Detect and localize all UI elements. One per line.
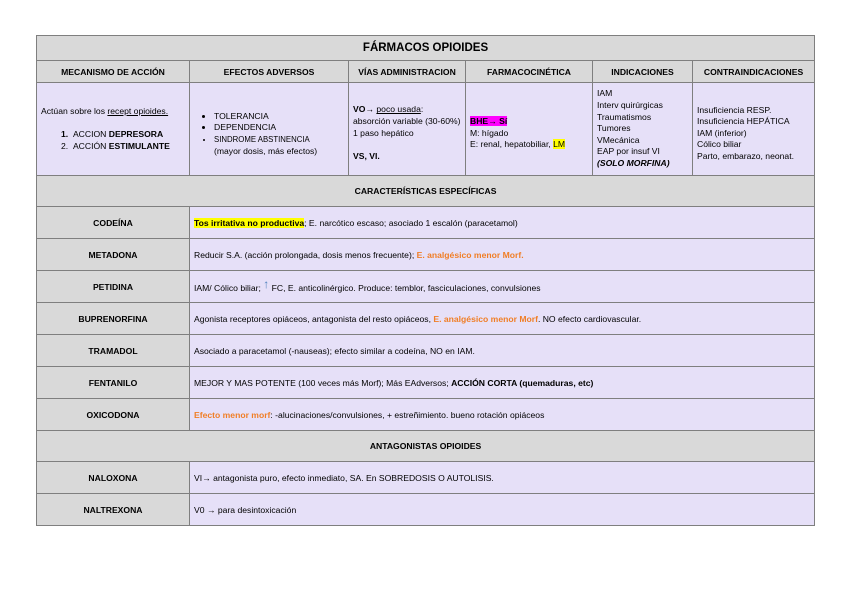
buprenorfina-rest: . NO efecto cardiovascular. xyxy=(537,313,642,324)
header-mecanismo: MECANISMO DE ACCIÓN xyxy=(37,61,190,83)
contraindicacion-item: IAM (inferior) xyxy=(697,127,747,138)
petidina-rest: FC, E. anticolinérgico. Produce: temblor, fasciculaciones, convulsiones xyxy=(269,282,541,293)
vias-vo: VO→ xyxy=(353,104,375,115)
drug-desc-tramadol: Asociado a paracetamol (-nauseas); efecto similar a codeína, NO en IAM. xyxy=(190,335,815,367)
drug-name-codeina: CODEÍNA xyxy=(37,207,190,239)
metadona-orange: E. analgésico menor Morf. xyxy=(416,249,524,260)
mecanismo-item-1-pre: ACCION xyxy=(72,129,109,140)
mecanismo-num-2: 2. xyxy=(61,140,69,151)
drug-desc-oxicodona xyxy=(190,399,815,431)
drug-desc-codeina xyxy=(190,207,815,239)
mecanismo-intro-underline: recept opioides. xyxy=(107,105,169,116)
general-row xyxy=(37,83,815,176)
header-contraindicaciones: CONTRAINDICACIONES xyxy=(693,61,815,83)
drug-row-fentanilo xyxy=(37,367,815,399)
indicacion-item: Interv quirúrgicas xyxy=(597,100,663,111)
efecto-item: • DEPENDENCIA xyxy=(214,122,344,134)
efecto-item: • SINDROME ABSTINENCIA xyxy=(214,134,344,146)
drug-name-petidina: PETIDINA xyxy=(37,271,190,303)
drug-row-naloxona xyxy=(37,462,815,494)
drug-desc-naloxona: VI→ antagonista puro, efecto inmediato, SA. En SOBREDOSIS O AUTOLISIS. xyxy=(190,462,815,494)
buprenorfina-orange: E. analgésico menor Morf xyxy=(433,313,538,324)
mecanismo-cell xyxy=(37,83,190,176)
fentanilo-pre: MEJOR Y MAS POTENTE (100 veces más Morf); Más EAdversos; xyxy=(194,377,452,388)
farmaco-bhe: BHE→ Sí xyxy=(470,116,508,127)
indicacion-item: IAM xyxy=(597,88,613,99)
drug-row-naltrexona xyxy=(37,494,815,526)
header-row xyxy=(37,61,815,83)
farmaco-cell xyxy=(466,83,593,176)
mecanismo-num-1: 1. xyxy=(61,129,69,140)
mecanismo-item-2-pre: ACCIÓN xyxy=(72,140,109,151)
header-indicaciones: INDICACIONES xyxy=(593,61,693,83)
drug-desc-metadona xyxy=(190,239,815,271)
efectos-cell xyxy=(190,83,349,176)
contraindicacion-item: Cólico biliar xyxy=(697,139,742,150)
vias-cell xyxy=(349,83,466,176)
header-farmacocinetica: FARMACOCINÉTICA xyxy=(466,61,593,83)
drug-row-petidina xyxy=(37,271,815,303)
farmaco-lm: LM xyxy=(553,139,566,150)
fentanilo-bold: ACCIÓN CORTA (quemaduras, etc) xyxy=(451,377,594,388)
farmaco-m: M: hígado xyxy=(470,127,509,138)
codeina-highlight: Tos irritativa no productiva xyxy=(194,217,305,228)
header-efectos: EFECTOS ADVERSOS xyxy=(190,61,349,83)
drug-name-naltrexona: NALTREXONA xyxy=(37,494,190,526)
arrow-up-icon: ↑ xyxy=(263,276,270,291)
contraindicacion-item: Parto, embarazo, neonat. xyxy=(697,150,794,161)
drug-row-oxicodona xyxy=(37,399,815,431)
indicacion-item: Tumores xyxy=(597,123,631,134)
table-title: FÁRMACOS OPIOIDES xyxy=(37,36,815,61)
opioid-table xyxy=(36,35,815,526)
section-especificas: CARACTERÍSTICAS ESPECÍFICAS xyxy=(37,176,815,207)
oxicodona-rest: : -alucinaciones/convulsiones, + estreñimiento. bueno rotación opiáceos xyxy=(270,409,545,420)
indicacion-note: (SOLO MORFINA) xyxy=(597,157,670,168)
mecanismo-intro: Actúan sobre los xyxy=(41,105,108,116)
vias-vo-underline: poco usada xyxy=(376,104,421,115)
drug-name-buprenorfina: BUPRENORFINA xyxy=(37,303,190,335)
drug-name-tramadol: TRAMADOL xyxy=(37,335,190,367)
drug-row-buprenorfina xyxy=(37,303,815,335)
contraindicacion-item: Insuficiencia HEPÁTICA xyxy=(697,116,790,127)
drug-row-metadona xyxy=(37,239,815,271)
indicaciones-cell xyxy=(593,83,693,176)
indicacion-item: Traumatismos xyxy=(597,111,652,122)
vias-vo-rest: : absorción variable (30-60%) 1 paso hepático xyxy=(353,104,461,138)
drug-desc-buprenorfina xyxy=(190,303,815,335)
vias-vs: VS, VI. xyxy=(353,151,380,162)
drug-desc-naltrexona: V0 → para desintoxicación xyxy=(190,494,815,526)
metadona-text: Reducir S.A. (acción prolongada, dosis menos frecuente); xyxy=(194,249,417,260)
drug-name-metadona: METADONA xyxy=(37,239,190,271)
oxicodona-orange: Efecto menor morf xyxy=(194,409,271,420)
indicacion-item: EAP por insuf VI xyxy=(597,146,660,157)
contraindicaciones-cell xyxy=(693,83,815,176)
mecanismo-item-2-bold: ESTIMULANTE xyxy=(108,140,170,151)
mecanismo-item-1-bold: DEPRESORA xyxy=(108,129,164,140)
header-vias: VÍAS ADMINISTRACION xyxy=(349,61,466,83)
drug-row-codeina xyxy=(37,207,815,239)
drug-name-fentanilo: FENTANILO xyxy=(37,367,190,399)
codeina-rest: ; E. narcótico escaso; asociado 1 escalón (paracetamol) xyxy=(304,217,518,228)
contraindicacion-item: Insuficiencia RESP. xyxy=(697,104,772,115)
drug-desc-petidina xyxy=(190,271,815,303)
efecto-item: • TOLERANCIA xyxy=(214,111,344,123)
farmaco-e: E: renal, hepatobiliar, xyxy=(470,139,551,150)
drug-desc-fentanilo xyxy=(190,367,815,399)
drug-name-naloxona: NALOXONA xyxy=(37,462,190,494)
drug-row-tramadol xyxy=(37,335,815,367)
buprenorfina-pre: Agonista receptores opiáceos, antagonista del resto opiáceos, xyxy=(194,313,434,324)
indicacion-item: VMecánica xyxy=(597,134,640,145)
petidina-pre: IAM/ Cólico biliar; xyxy=(194,282,264,293)
section-antagonistas: ANTAGONISTAS OPIOIDES xyxy=(37,431,815,462)
drug-name-oxicodona: OXICODONA xyxy=(37,399,190,431)
efectos-note: (mayor dosis, más efectos) xyxy=(214,145,318,156)
